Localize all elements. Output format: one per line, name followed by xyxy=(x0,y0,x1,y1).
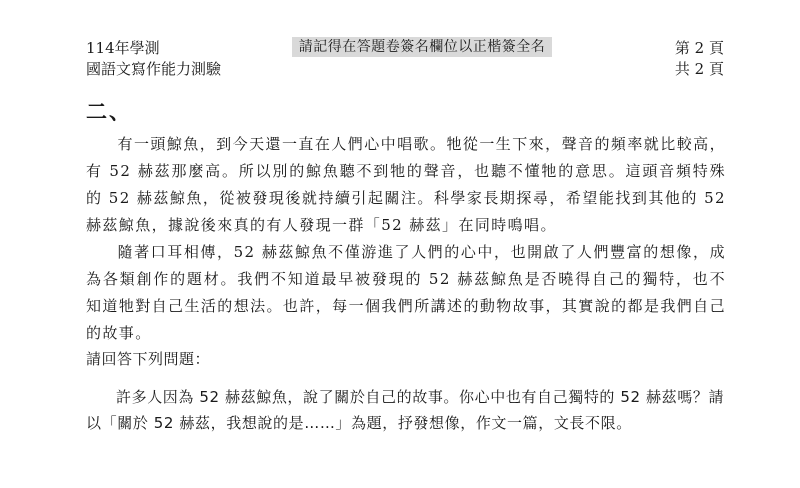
exam-year: 114年學測 xyxy=(86,39,160,57)
passage-paragraph-1: 有一頭鯨魚，到今天還一直在人們心中唱歌。牠從一生下來，聲音的頻率就比較高，有 52 赫茲那麼高。所以別的鯨魚聽不到牠的聲音，也聽不懂牠的意思。這頭音頻特殊的 52 赫茲鯨魚，從被發現後就持續引起關注。科學家長期探尋，希望能找到其他的 52 赫茲鯨魚，據說後來真的有人發現一群「52 赫茲」在同時鳴唱。 xyxy=(86,135,726,234)
exam-info xyxy=(86,38,221,80)
question-number: 二、 xyxy=(86,99,132,124)
signature-reminder: 請記得在答題卷簽名欄位以正楷簽全名 xyxy=(292,37,552,57)
reading-passage xyxy=(86,131,726,347)
total-pages: 共 2 頁 xyxy=(674,60,724,78)
current-page: 第 2 頁 xyxy=(674,39,724,57)
question-instruction: 請回答下列問題： xyxy=(86,350,211,368)
exam-subject: 國語文寫作能力測驗 xyxy=(86,60,222,78)
writing-task-text: 許多人因為 52 赫茲鯨魚，說了關於自己的故事。你心中也有自己獨特的 52 赫茲嗎？請以「關於 52 赫茲，我想說的是……」為題，抒發想像，作文一篇，文長不限。 xyxy=(86,388,725,432)
writing-task xyxy=(86,384,726,436)
passage-paragraph-2: 隨著口耳相傳，52 赫茲鯨魚不僅游進了人們的心中，也開啟了人們豐富的想像，成為各類創作的題材。我們不知道最早被發現的 52 赫茲鯨魚是否曉得自己的獨特，也不知道牠對自己生活的想法。也許，每一個我們所講述的動物故事，其實說的都是我們自己的故事。 xyxy=(86,243,726,342)
page-number-info xyxy=(675,38,724,80)
